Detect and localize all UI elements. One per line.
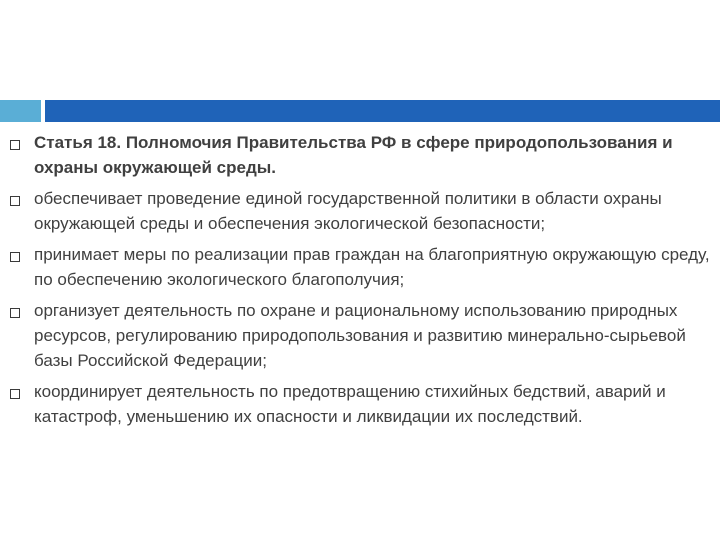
header-bar-accent-right (45, 100, 720, 122)
square-bullet-icon (10, 389, 20, 399)
list-item-text: координирует деятельность по предотвращению стихийных бедствий, аварий и катастроф, уменьшению их опасности и ликвидации их последствий. (34, 382, 666, 426)
list-item-text: Статья 18. Полномочия Правительства РФ в сфере природопользования и охраны окружающей среды. (34, 133, 673, 177)
list-item (0, 186, 720, 236)
list-item (0, 298, 720, 373)
list-item-title (0, 130, 720, 180)
list-item-text: принимает меры по реализации прав граждан на благоприятную окружающую среду, по обеспечению экологического благополучия; (34, 245, 710, 289)
header-bar-accent-left (0, 100, 41, 122)
list-item (0, 242, 720, 292)
list-item-text: обеспечивает проведение единой государственной политики в области охраны окружающей среды и обеспечения экологической безопасности; (34, 189, 662, 233)
slide-content (0, 127, 720, 429)
square-bullet-icon (10, 196, 20, 206)
square-bullet-icon (10, 308, 20, 318)
square-bullet-icon (10, 140, 20, 150)
list-item (0, 379, 720, 429)
header-bar (0, 100, 720, 122)
square-bullet-icon (10, 252, 20, 262)
list-item-text: организует деятельность по охране и рациональному использованию природных ресурсов, регулированию природопользования и развитию минерально-сырьевой базы Российской Федерации; (34, 301, 686, 370)
